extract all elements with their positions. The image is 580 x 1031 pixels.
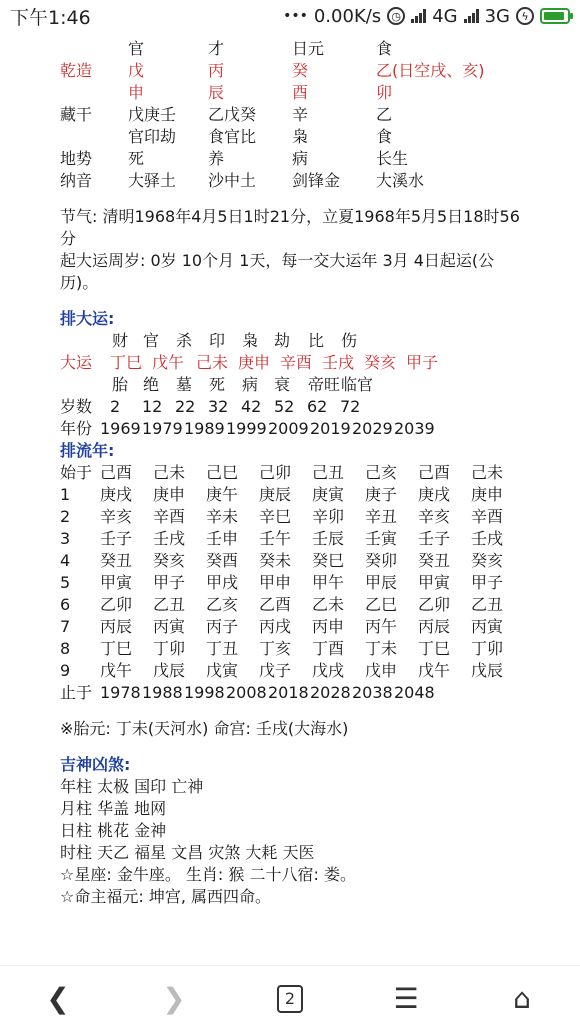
dayun-age-cell: 42 — [241, 397, 262, 416]
dayun-state-cell: 死 — [209, 375, 226, 394]
dayun-state-cell: 帝旺 — [308, 375, 341, 394]
dayun-pillar-cell: 辛酉 — [280, 353, 313, 372]
liunian-row-cell: 乙亥 — [206, 595, 239, 614]
forward-arrow-icon: ❯ — [162, 982, 186, 1015]
liunian-row-cell: 辛丑 — [365, 507, 398, 526]
dayun-pillar-cell: 戊午 — [152, 353, 185, 372]
canggan-cell: 辛 — [292, 105, 309, 124]
shensha-line — [60, 864, 570, 886]
liunian-row-cell: 甲辰 — [365, 573, 398, 592]
liunian-end-cell: 1998 — [184, 683, 225, 702]
liunian-row-cell: 辛酉 — [471, 507, 504, 526]
liunian-row-cell: 庚申 — [471, 485, 504, 504]
liunian-row-cell: 丙午 — [365, 617, 398, 636]
dayun-god-cell: 官 — [143, 331, 160, 350]
nayin-label: 纳音 — [60, 171, 93, 190]
dayun-age-cell: 32 — [208, 397, 229, 416]
dayun-god-cell: 印 — [209, 331, 226, 350]
liunian-row — [60, 528, 570, 550]
header-cell: 官 — [128, 39, 145, 58]
liunian-row-cell: 戊辰 — [471, 661, 504, 680]
dayun-god-cell: 劫 — [274, 331, 291, 350]
chart-header-row — [60, 38, 570, 60]
liunian-row-cell: 辛卯 — [312, 507, 345, 526]
liunian-row-cell: 庚戌 — [100, 485, 133, 504]
liunian-row — [60, 506, 570, 528]
canggan-cell: 乙戊癸 — [208, 105, 257, 124]
qianzao-row — [60, 60, 570, 82]
jieqi-text: 节气: 清明1968年4月5日1时21分，立夏1968年5月5日18时56分 — [60, 207, 520, 248]
dayun-year-label: 年份 — [60, 419, 93, 438]
network-4g: 4G — [432, 5, 458, 27]
canggan-cell: 戊庚壬 — [128, 105, 177, 124]
shensha-line — [60, 820, 570, 842]
liunian-row-cell: 壬午 — [259, 529, 292, 548]
dayun-age-cell: 72 — [340, 397, 361, 416]
liunian-title — [60, 440, 570, 462]
network-speed: 0.00K/s — [313, 5, 382, 27]
canggan-gods-row — [60, 126, 570, 148]
liunian-end-cell: 2028 — [310, 683, 351, 702]
dayun-year-cell: 2019 — [310, 419, 351, 438]
liunian-row-cell: 甲子 — [153, 573, 186, 592]
dayun-state-cell: 绝 — [143, 375, 160, 394]
dishi-cell: 长生 — [376, 149, 409, 168]
dayun-year-cell: 1979 — [142, 419, 183, 438]
tabs-count-icon: 2 — [277, 985, 303, 1013]
dayun-pillar-cell: 庚申 — [238, 353, 271, 372]
liunian-row-cell: 乙未 — [312, 595, 345, 614]
liunian-row-cell: 甲申 — [259, 573, 292, 592]
liunian-start-row-cell: 己亥 — [365, 463, 398, 482]
liunian-row-cell: 癸酉 — [206, 551, 239, 570]
shensha-line-text: 日柱 桃花 金神 — [60, 821, 167, 840]
liunian-row-cell: 甲戌 — [206, 573, 239, 592]
liunian-start-row-cell: 己酉 — [100, 463, 133, 482]
canggan-god-cell: 食 — [376, 127, 393, 146]
dishi-row — [60, 148, 570, 170]
liunian-start-row-cell: 己酉 — [418, 463, 451, 482]
stem-cell: 戊 — [128, 61, 145, 80]
liunian-row-cell: 癸丑 — [100, 551, 133, 570]
liunian-row-cell: 乙丑 — [153, 595, 186, 614]
dayun-state-cell: 墓 — [176, 375, 193, 394]
liunian-row-cell: 戊午 — [100, 661, 133, 680]
dayun-god-cell: 枭 — [242, 331, 259, 350]
dayun-year-cell: 2029 — [352, 419, 393, 438]
liunian-row-cell: 壬戌 — [153, 529, 186, 548]
dayun-age-cell: 22 — [175, 397, 196, 416]
dayun-year-cell: 1999 — [226, 419, 267, 438]
liunian-row-cell: 戊申 — [365, 661, 398, 680]
dayun-age-cell: 12 — [142, 397, 163, 416]
liunian-row-cell: 庚戌 — [418, 485, 451, 504]
liunian-end-cell: 2048 — [394, 683, 435, 702]
liunian-row-cell: 辛亥 — [100, 507, 133, 526]
branch-cell: 卯 — [376, 83, 393, 102]
shensha-line — [60, 886, 570, 908]
alarm-icon: ◷ — [387, 7, 405, 25]
liunian-row-cell: 庚辰 — [259, 485, 292, 504]
dayun-state-cell: 衰 — [274, 375, 291, 394]
liunian-end-cell: 1988 — [142, 683, 183, 702]
liunian-row-cell: 壬辰 — [312, 529, 345, 548]
dayun-ages-row — [60, 396, 570, 418]
liunian-row-cell: 甲寅 — [418, 573, 451, 592]
dayun-year-cell: 1989 — [184, 419, 225, 438]
signal-icon-2 — [464, 9, 479, 23]
liunian-row-cell: 丁巳 — [100, 639, 133, 658]
nayin-cell: 大驿土 — [128, 171, 177, 190]
liunian-row-cell: 丁巳 — [418, 639, 451, 658]
liunian-row — [60, 638, 570, 660]
dayun-state-cell: 胎 — [112, 375, 129, 394]
canggan-god-cell: 枭 — [292, 127, 309, 146]
canggan-label: 藏干 — [60, 105, 93, 124]
liunian-row-cell: 壬寅 — [365, 529, 398, 548]
liunian-row-cell: 丁卯 — [153, 639, 186, 658]
stem-cell: 丙 — [208, 61, 225, 80]
liunian-end-row — [60, 682, 570, 704]
dayun-title — [60, 308, 570, 330]
liunian-row-cell: 庚子 — [365, 485, 398, 504]
dayun-age-cell: 62 — [307, 397, 328, 416]
liunian-row-cell: 丁亥 — [259, 639, 292, 658]
shensha-line — [60, 842, 570, 864]
liunian-row-cell: 癸未 — [259, 551, 292, 570]
nayin-row — [60, 170, 570, 192]
dayun-gods-row — [60, 330, 570, 352]
dishi-cell: 死 — [128, 149, 145, 168]
liunian-row-cell: 戊子 — [259, 661, 292, 680]
shensha-line-text: ☆星座: 金牛座。 生肖: 猴 二十八宿: 娄。 — [60, 865, 356, 884]
liunian-row-cell: 乙卯 — [100, 595, 133, 614]
liunian-row — [60, 594, 570, 616]
dayun-state-cell: 病 — [242, 375, 259, 394]
liunian-start-row-cell: 己卯 — [259, 463, 292, 482]
liunian-row-cell: 戊午 — [418, 661, 451, 680]
taiyuan-row — [60, 718, 570, 740]
branch-cell: 酉 — [292, 83, 309, 102]
liunian-row-cell: 丁酉 — [312, 639, 345, 658]
liunian-row-cell: 辛巳 — [259, 507, 292, 526]
liunian-row-cell: 丙辰 — [100, 617, 133, 636]
liunian-row — [60, 484, 570, 506]
dayun-pillar-cell: 丁巳 — [110, 353, 143, 372]
liunian-row-cell: 庚寅 — [312, 485, 345, 504]
liunian-row-label: 1 — [60, 485, 71, 504]
bazi-content — [60, 38, 570, 908]
status-bar — [0, 0, 580, 32]
forward-button[interactable] — [144, 974, 204, 1024]
shensha-line-text: 时柱 天乙 福星 文昌 灾煞 大耗 天医 — [60, 843, 315, 862]
menu-icon: ☰ — [393, 982, 419, 1015]
liunian-row-cell: 乙丑 — [471, 595, 504, 614]
liunian-start-row-cell: 己未 — [471, 463, 504, 482]
qianzao-label: 乾造 — [60, 61, 93, 80]
dayun-god-cell: 杀 — [176, 331, 193, 350]
canggan-cell: 乙 — [376, 105, 393, 124]
liunian-row-label: 4 — [60, 551, 71, 570]
liunian-row-cell: 壬申 — [206, 529, 239, 548]
shensha-title-text: 吉神凶煞: — [60, 755, 131, 774]
header-cell: 日元 — [292, 39, 325, 58]
liunian-row-label: 2 — [60, 507, 71, 526]
stem-cell: 乙(日空戌、亥) — [376, 61, 485, 80]
dayun-pillar-cell: 甲子 — [406, 353, 439, 372]
shensha-line-text: 年柱 太极 国印 亡神 — [60, 777, 204, 796]
back-button[interactable] — [28, 974, 88, 1024]
dayun-year-cell: 2039 — [394, 419, 435, 438]
liunian-row-cell: 庚午 — [206, 485, 239, 504]
liunian-row-cell: 甲寅 — [100, 573, 133, 592]
liunian-end-cell: 1978 — [100, 683, 141, 702]
liunian-row-cell: 甲午 — [312, 573, 345, 592]
nayin-cell: 大溪水 — [376, 171, 425, 190]
liunian-row-label: 9 — [60, 661, 71, 680]
liunian-row-cell: 癸卯 — [365, 551, 398, 570]
liunian-row-cell: 辛酉 — [153, 507, 186, 526]
liunian-row-cell: 丁未 — [365, 639, 398, 658]
nayin-cell: 剑锋金 — [292, 171, 341, 190]
dayun-age-cell: 2 — [110, 397, 121, 416]
liunian-row-cell: 壬子 — [418, 529, 451, 548]
liunian-row — [60, 550, 570, 572]
home-icon: ⌂ — [513, 982, 531, 1015]
qiyun-text: 起大运周岁: 0岁 10个月 1天，每一交大运年 3月 4日起运(公历)。 — [60, 251, 495, 292]
liunian-row — [60, 572, 570, 594]
menu-button[interactable] — [376, 974, 436, 1024]
liunian-end-cell: 2018 — [268, 683, 309, 702]
liunian-row-cell: 丙申 — [312, 617, 345, 636]
liunian-row-cell: 癸丑 — [418, 551, 451, 570]
branch-row — [60, 82, 570, 104]
liunian-row-label: 6 — [60, 595, 71, 614]
dayun-state-cell: 临官 — [341, 375, 374, 394]
liunian-row-cell: 丙寅 — [471, 617, 504, 636]
dishi-cell: 养 — [208, 149, 225, 168]
liunian-start-row-cell: 己丑 — [312, 463, 345, 482]
tabs-button[interactable] — [260, 974, 320, 1024]
dayun-god-cell: 财 — [112, 331, 129, 350]
liunian-end-label: 止于 — [60, 683, 93, 702]
dayun-year-cell: 1969 — [100, 419, 141, 438]
home-button[interactable] — [492, 974, 552, 1024]
liunian-row-cell: 戊戌 — [312, 661, 345, 680]
dayun-god-cell: 比 — [308, 331, 325, 350]
dayun-year-cell: 2009 — [268, 419, 309, 438]
liunian-end-cell: 2038 — [352, 683, 393, 702]
liunian-row-cell: 乙酉 — [259, 595, 292, 614]
liunian-table — [60, 462, 570, 704]
liunian-row-cell: 庚申 — [153, 485, 186, 504]
liunian-start-row-label: 始于 — [60, 463, 93, 482]
shensha-line — [60, 776, 570, 798]
branch-cell: 申 — [128, 83, 145, 102]
liunian-row-cell: 癸亥 — [471, 551, 504, 570]
dishi-label: 地势 — [60, 149, 93, 168]
liunian-row-cell: 丁丑 — [206, 639, 239, 658]
dayun-title-text: 排大运: — [60, 309, 115, 328]
browser-bottom-nav — [0, 965, 580, 1031]
stem-cell: 癸 — [292, 61, 309, 80]
liunian-row-cell: 丁卯 — [471, 639, 504, 658]
liunian-row-cell: 癸亥 — [153, 551, 186, 570]
liunian-row-cell: 丙子 — [206, 617, 239, 636]
liunian-row-label: 7 — [60, 617, 71, 636]
canggan-god-cell: 食官比 — [208, 127, 257, 146]
liunian-row-cell: 戊辰 — [153, 661, 186, 680]
liunian-row-cell: 丙寅 — [153, 617, 186, 636]
liunian-start-row-cell: 己巳 — [206, 463, 239, 482]
status-dots: ••• — [283, 8, 308, 24]
shensha-line-text: ☆命主福元: 坤宫, 属西四命。 — [60, 887, 271, 906]
liunian-row-cell: 甲子 — [471, 573, 504, 592]
power-saver-icon: ϟ — [516, 7, 534, 25]
network-3g: 3G — [484, 5, 510, 27]
liunian-start-row-cell: 己未 — [153, 463, 186, 482]
dayun-pillar-label: 大运 — [60, 353, 93, 372]
dayun-pillars-row — [60, 352, 570, 374]
dayun-age-label: 岁数 — [60, 397, 93, 416]
liunian-row-cell: 辛亥 — [418, 507, 451, 526]
shensha-line-text: 月柱 华盖 地网 — [60, 799, 167, 818]
liunian-row-cell: 辛未 — [206, 507, 239, 526]
shensha-title — [60, 754, 570, 776]
dayun-god-cell: 伤 — [341, 331, 358, 350]
dayun-pillar-cell: 壬戌 — [322, 353, 355, 372]
liunian-row-cell: 乙巳 — [365, 595, 398, 614]
dayun-age-cell: 52 — [274, 397, 295, 416]
shensha-line — [60, 798, 570, 820]
liunian-row — [60, 660, 570, 682]
liunian-row-cell: 乙卯 — [418, 595, 451, 614]
liunian-end-cell: 2008 — [226, 683, 267, 702]
canggan-row — [60, 104, 570, 126]
status-icons — [283, 6, 570, 27]
liunian-row — [60, 616, 570, 638]
liunian-row-cell: 壬戌 — [471, 529, 504, 548]
battery-icon — [540, 8, 570, 24]
status-time: 下午1:46 — [10, 6, 91, 29]
dayun-pillar-cell: 癸亥 — [364, 353, 397, 372]
header-cell: 食 — [376, 39, 393, 58]
dishi-cell: 病 — [292, 149, 309, 168]
liunian-row-label: 8 — [60, 639, 71, 658]
liunian-row-cell: 丙戌 — [259, 617, 292, 636]
liunian-row-cell: 戊寅 — [206, 661, 239, 680]
taiyuan-text: ※胎元: 丁未(天河水) 命宫: 壬戌(大海水) — [60, 719, 349, 738]
dayun-years-row — [60, 418, 570, 440]
branch-cell: 辰 — [208, 83, 225, 102]
nayin-cell: 沙中土 — [208, 171, 257, 190]
liunian-row-label: 5 — [60, 573, 71, 592]
liunian-row-cell: 癸巳 — [312, 551, 345, 570]
back-arrow-icon: ❮ — [46, 982, 70, 1015]
canggan-god-cell: 官印劫 — [128, 127, 177, 146]
liunian-row-cell: 丙辰 — [418, 617, 451, 636]
liunian-title-text: 排流年: — [60, 441, 115, 460]
signal-icon — [411, 9, 426, 23]
dayun-states-row — [60, 374, 570, 396]
liunian-row-cell: 壬子 — [100, 529, 133, 548]
dayun-pillar-cell: 己未 — [196, 353, 229, 372]
liunian-start-row — [60, 462, 570, 484]
header-cell: 才 — [208, 39, 225, 58]
liunian-row-label: 3 — [60, 529, 71, 548]
